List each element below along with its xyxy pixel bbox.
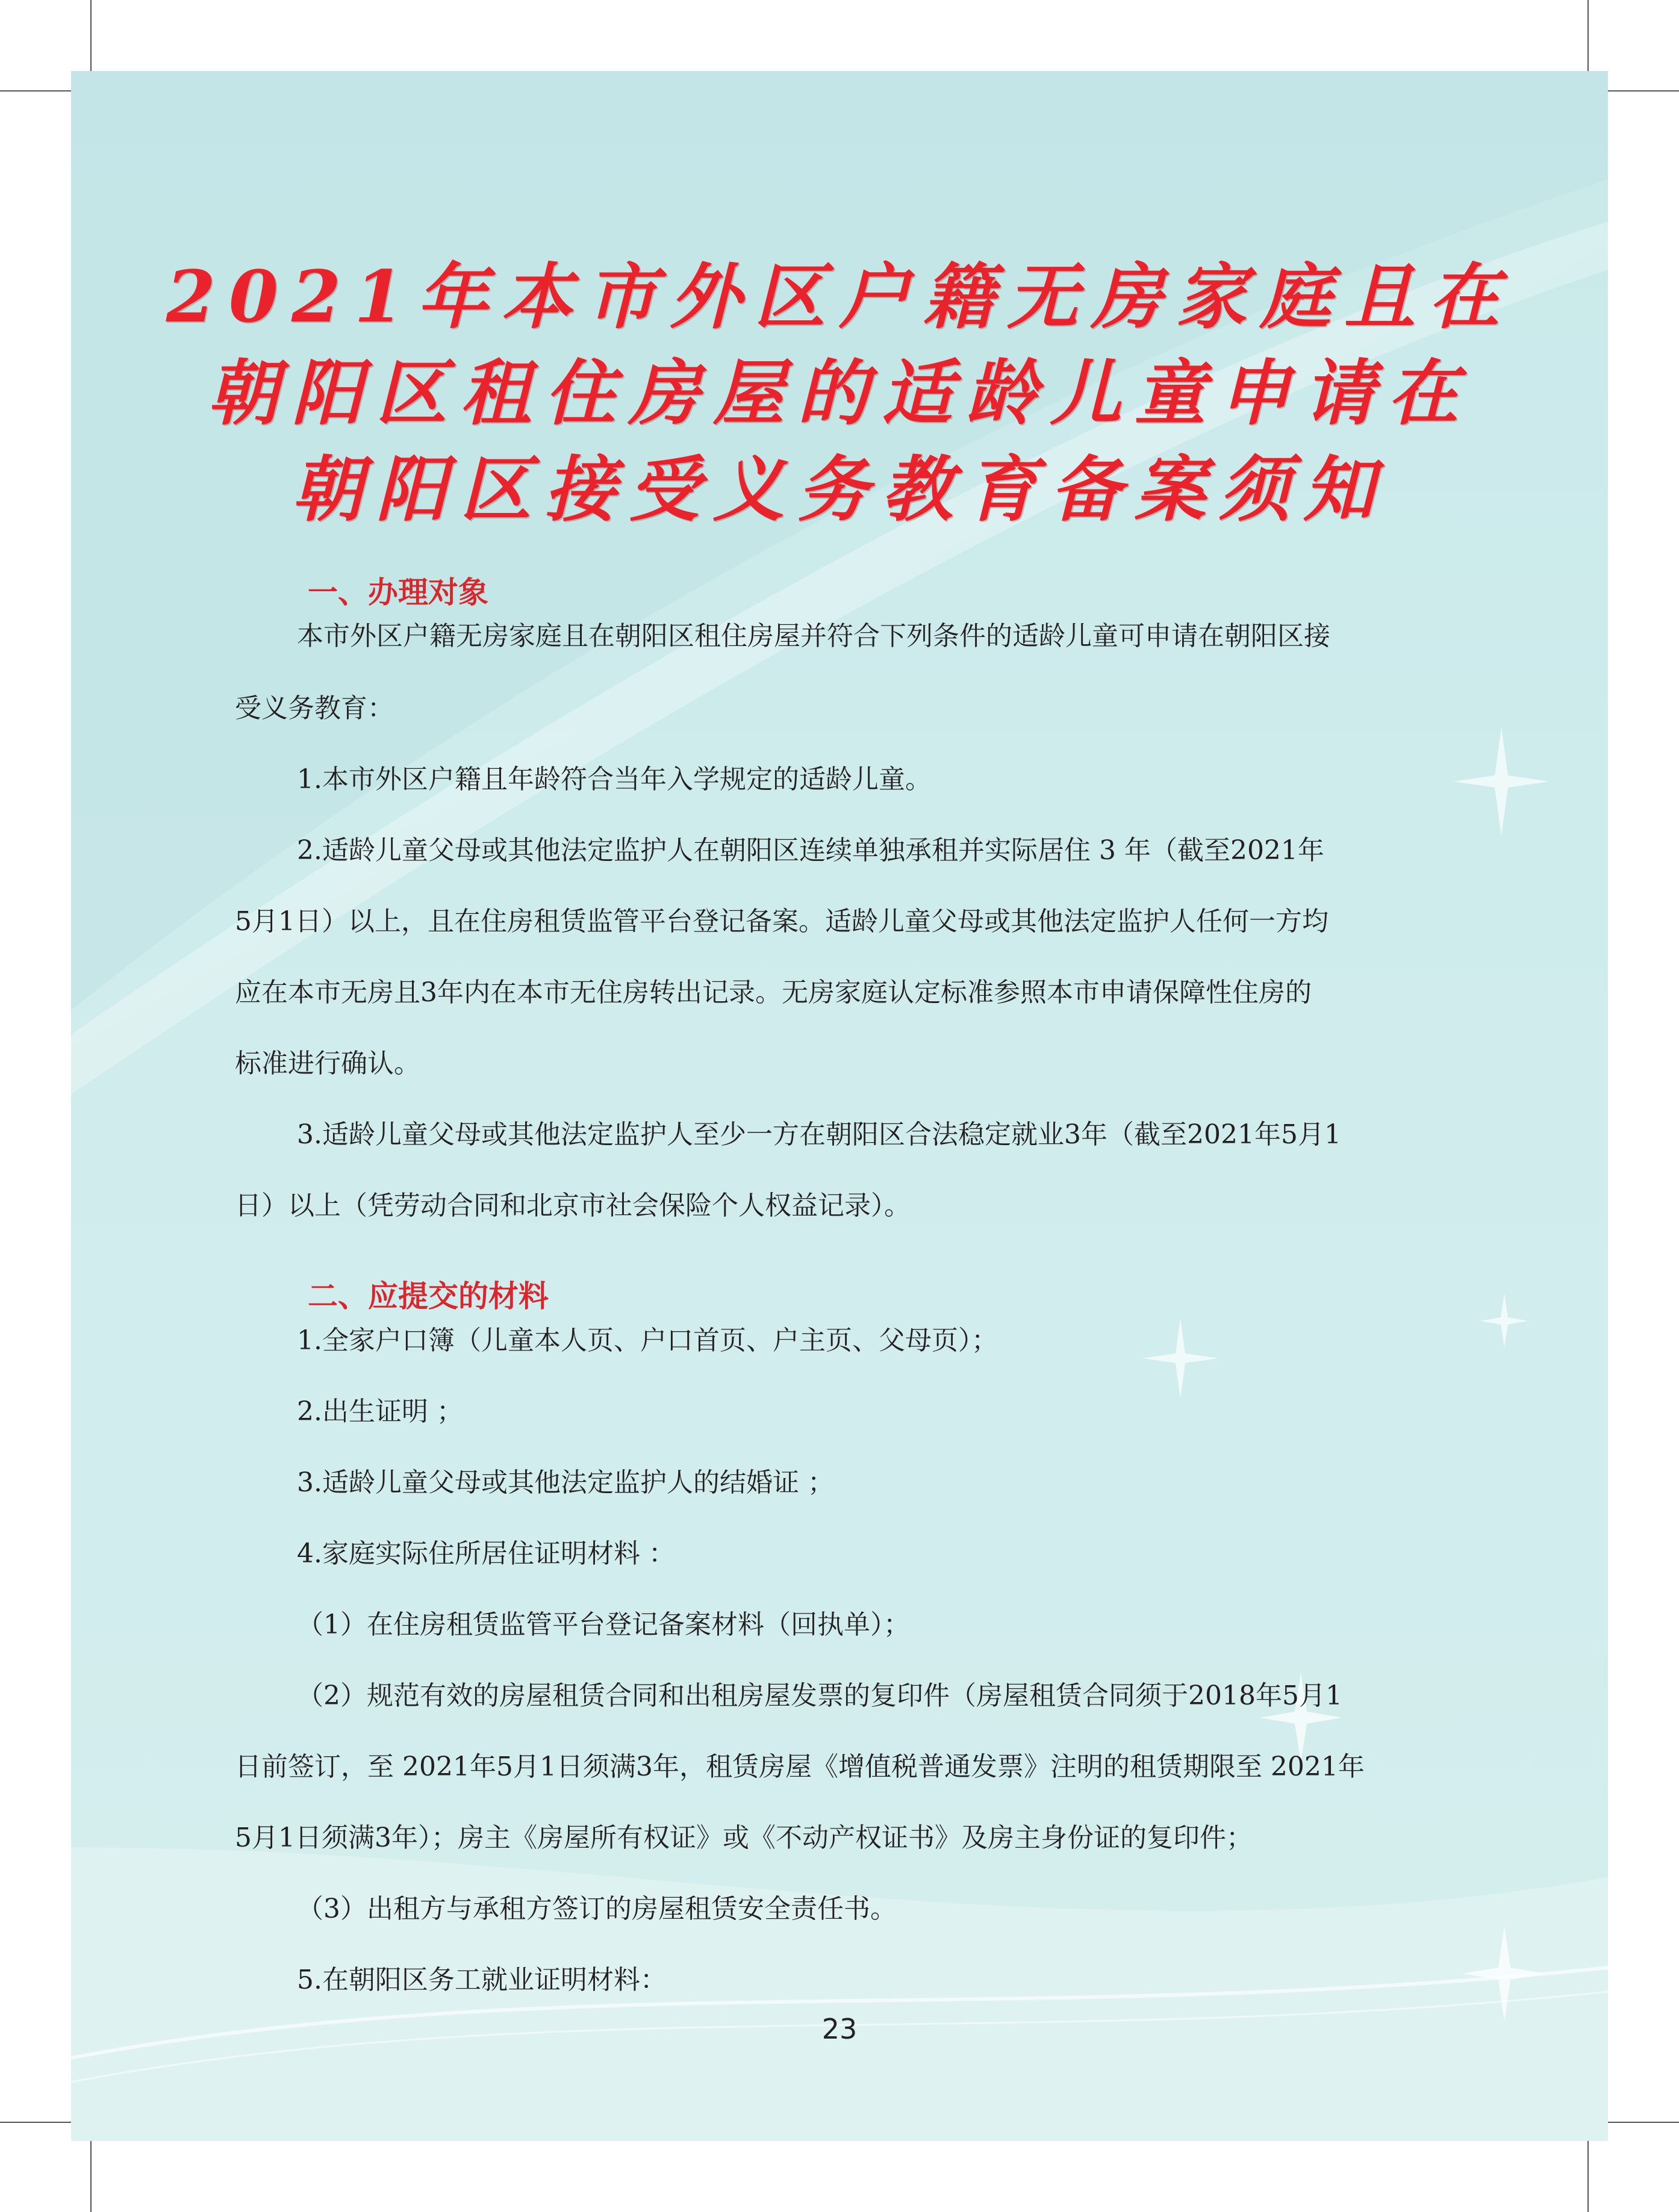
title-line-2: 朝阳区租住房屋的适龄儿童申请在 — [207, 351, 1472, 435]
title-line-1: 2021年本市外区户籍无房家庭且在 — [166, 255, 1513, 338]
crop-mark — [1587, 0, 1589, 71]
crop-mark — [1608, 2122, 1679, 2123]
section-2-item-3: 3.适龄儿童父母或其他法定监护人的结婚证 ； — [297, 1467, 834, 1498]
section-1-item-2-line-1: 2.适龄儿童父母或其他法定监护人在朝阳区连续单独承租并实际居住 3 年（截至2021年 — [297, 835, 1324, 866]
section-1-intro-line-2: 受义务教育： — [235, 693, 394, 724]
crop-mark — [90, 0, 92, 71]
section-1-item-2-line-2: 5月1日）以上，且在住房租赁监管平台登记备案。适龄儿童父母或其他法定监护人任何一方均 — [235, 906, 1329, 937]
section-2-sub-2-line-2: 日前签订，至 2021年5月1日须满3年，租赁房屋《增值税普通发票》注明的租赁期限至 2021年 — [235, 1751, 1365, 1782]
section-2-item-2: 2.出生证明 ； — [297, 1396, 463, 1427]
section-1-item-1: 1.本市外区户籍且年龄符合当年入学规定的适龄儿童。 — [297, 764, 932, 795]
crop-mark — [0, 2122, 71, 2123]
section-2-item-1: 1.全家户口簿（儿童本人页、户口首页、户主页、父母页）； — [297, 1325, 998, 1356]
section-1-item-3-line-2: 日）以上（凭劳动合同和北京市社会保险个人权益记录）。 — [235, 1190, 911, 1221]
section-1-heading: 一、办理对象 — [308, 575, 488, 610]
section-1-item-2-line-3: 应在本市无房且3年内在本市无住房转出记录。无房家庭认定标准参照本市申请保障性住房的 — [235, 977, 1312, 1008]
section-2-item-5: 5.在朝阳区务工就业证明材料： — [297, 1965, 667, 1995]
section-2-sub-1: （1）在住房租赁监管平台登记备案材料（回执单）； — [297, 1609, 910, 1640]
section-1-item-2-line-4: 标准进行确认。 — [235, 1048, 420, 1079]
section-2-sub-2-line-3: 5月1日须满3年）；房主《房屋所有权证》或《不动产权证书》及房主身份证的复印件； — [235, 1822, 1253, 1853]
section-2-item-4: 4.家庭实际住所居住证明材料 ： — [297, 1538, 675, 1569]
section-2-sub-3: （3）出租方与承租方签订的房屋租赁安全责任书。 — [297, 1894, 897, 1924]
crop-mark — [1587, 2141, 1589, 2212]
section-1-item-3-line-1: 3.适龄儿童父母或其他法定监护人至少一方在朝阳区合法稳定就业3年（截至2021年5月1 — [297, 1119, 1341, 1150]
section-2-heading: 二、应提交的材料 — [308, 1279, 549, 1314]
crop-mark — [1608, 90, 1679, 92]
page-panel — [71, 71, 1608, 2141]
title-line-3: 朝阳区接受义务教育备案须知 — [291, 447, 1388, 531]
section-2-sub-2-line-1: （2）规范有效的房屋租赁合同和出租房屋发票的复印件（房屋租赁合同须于2018年5月1 — [297, 1680, 1342, 1711]
section-1-intro-line-1: 本市外区户籍无房家庭且在朝阳区租住房屋并符合下列条件的适龄儿童可申请在朝阳区接 — [297, 621, 1330, 651]
crop-mark — [0, 90, 71, 92]
page-number: 23 — [821, 2013, 858, 2045]
crop-mark — [90, 2141, 92, 2212]
